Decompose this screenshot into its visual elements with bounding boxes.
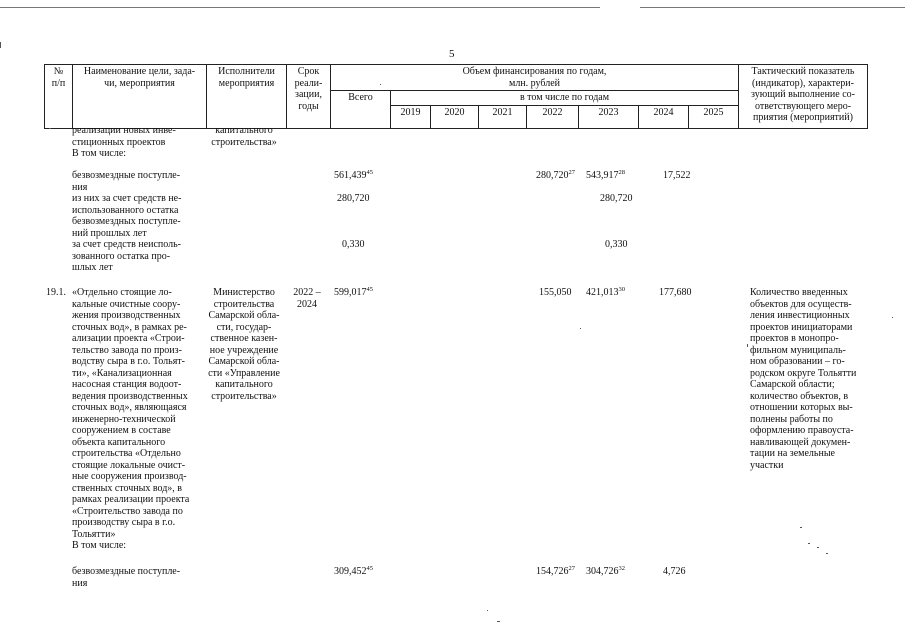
continuation-executors: капитального строительства»: [211, 125, 277, 148]
year-header: 2025: [689, 105, 739, 128]
col-term-header: Срок реали- зации, годы: [287, 65, 331, 129]
unused-2-name: за счет средств неисполь- зованного остатка про- шлых лет: [72, 239, 182, 273]
page-number: 5: [449, 48, 455, 60]
unused-1-total: 280,720: [337, 193, 370, 204]
year-header: 2024: [639, 105, 689, 128]
col-number-header: № п/п: [45, 65, 73, 129]
gratis-2-2023: 304,726$^{32}$: [586, 565, 625, 577]
financing-table-header: [44, 64, 868, 129]
col-funding-header: Объем финансирования по годам, млн. рублей: [331, 65, 739, 91]
col-including-header: в том числе по годам: [391, 91, 739, 106]
year-header: 2021: [479, 105, 527, 128]
col-total-header: Всего: [331, 91, 391, 129]
year-header: 2023: [579, 105, 639, 128]
gratis-2-2024: 4,726: [663, 566, 686, 577]
scan-speck: [380, 84, 381, 85]
item-2024: 177,680: [659, 287, 692, 298]
scan-speck: [580, 328, 581, 329]
year-header: 2022: [527, 105, 579, 128]
item-term: 2022 – 2024: [293, 287, 321, 310]
top-rule-right: [640, 7, 905, 8]
item-2023: 421,013$^{30}$: [586, 286, 625, 298]
unused-1-2023: 280,720: [600, 193, 633, 204]
gratis-1-total: 561,439$^{45}$: [334, 169, 373, 181]
item-executors: Министерство строительства Самарской обла- сти, государ- ственное казен- ное учреждение Самарской обла- сти «Управление капитального строительства»: [208, 287, 280, 402]
col-executors-header: Исполнители мероприятия: [207, 65, 287, 129]
item-number: 19.1.: [46, 287, 66, 298]
gratis-1-2023: 543,917$^{28}$: [586, 169, 625, 181]
unused-2-total: 0,330: [342, 239, 365, 250]
unused-2-2023: 0,330: [605, 239, 628, 250]
scan-speck: [497, 621, 500, 622]
year-header: 2019: [391, 105, 431, 128]
scan-speck: [817, 547, 819, 548]
gratis-1-2022: 280,720$^{27}$: [536, 169, 575, 181]
item-total: 599,017$^{45}$: [334, 286, 373, 298]
scan-speck: [808, 543, 810, 544]
scan-speck: [49, 128, 51, 129]
scan-speck: [892, 317, 893, 318]
scan-speck: [747, 344, 748, 347]
gratis-2-name: безвозмездные поступле- ния: [72, 566, 181, 589]
gratis-2-total: 309,452$^{45}$: [334, 565, 373, 577]
scan-speck: [826, 553, 828, 554]
scan-speck: [487, 610, 488, 611]
scan-speck: [0, 42, 1, 48]
item-2022: 155,050: [539, 287, 572, 298]
item-name: «Отдельно стоящие ло- кальные очистные соору- жения производственных сточных вод», в рамках ре- ализации проекта «Строи- тельство завода по произ- водству сыра в г.о. Тольят- ти», «Канализационная насосная станция водоот- ведения производственных сточных вод», являющаяся инженерно-технической сооружением в составе объекта капитального строительства «Отдельно стоящие локальные очист- ные сооружения производ- ственных сточных вод», в рамках реализации проекта «Строительство завода по производству сыра в г.о. Тольятти» В том числе:: [72, 287, 190, 551]
gratis-2-2022: 154,726$^{27}$: [536, 565, 575, 577]
top-rule: [0, 7, 600, 8]
item-indicator: Количество введенных объектов для осуществ- ления инвестиционных проектов инициаторами проектов в монопро- фильном муниципаль- ном образовании – го- родском округе Тольятти Самарской области; количество объектов, в отношении которых вы- полнены работы по оформлению правоуста- навливающей докумен- тации на земельные участки: [750, 287, 857, 471]
gratis-1-name: безвозмездные поступле- ния: [72, 170, 181, 193]
col-name-header: Наименование цели, зада- чи, мероприятия: [73, 65, 207, 129]
continuation-name: реализации новых инве- стиционных проектов В том числе:: [72, 125, 176, 159]
scan-speck: [800, 527, 802, 528]
col-indicator-header: Тактический показатель (индикатор), характери- зующий выполнение со- ответствующего меро- приятия (мероприятий): [739, 65, 868, 129]
unused-1-name: из них за счет средств не- использованного остатка безвозмездных поступле- ний прошлых лет: [72, 193, 182, 239]
year-header: 2020: [431, 105, 479, 128]
gratis-1-2024: 17,522: [663, 170, 691, 181]
